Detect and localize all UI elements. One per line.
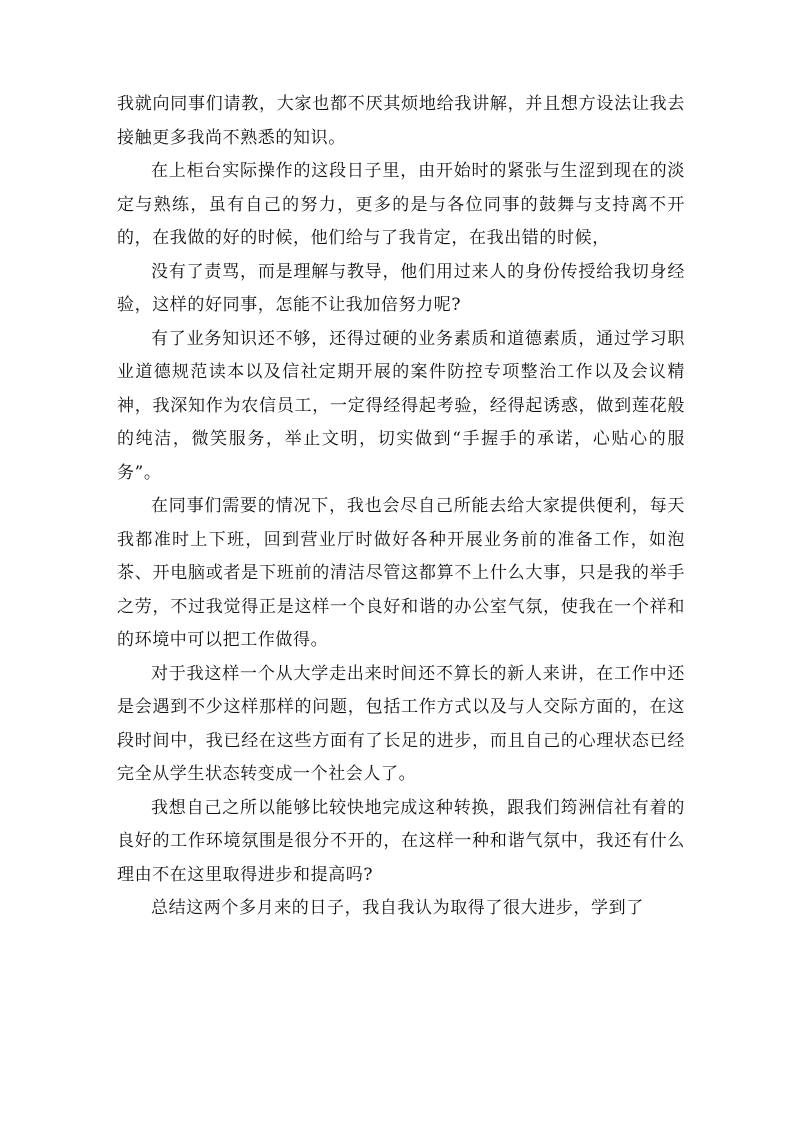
paragraph-2: 在上柜台实际操作的这段日子里，由开始时的紧张与生涩到现在的淡定与熟练，虽有自己的努力，更多的是与各位同事的鼓舞与支持离不开的，在我做的好的时候，他们给与了我肯定，在我出错的时候， <box>117 161 685 248</box>
paragraph-5: 在同事们需要的情况下，我也会尽自己所能去给大家提供便利，每天我都准时上下班，回到营业厅时做好各种开展业务前的准备工作，如泡茶、开电脑或者是下班前的清洁尽管这都算不上什么大事，只是我的举手之劳，不过我觉得正是这样一个良好和谐的办公室气氛，使我在一个祥和的环境中可以把工作做得。 <box>117 496 685 650</box>
paragraph-6: 对于我这样一个从大学走出来时间还不算长的新人来讲，在工作中还是会遇到不少这样那样的问题，包括工作方式以及与人交际方面的，在这段时间中，我已经在这些方面有了长足的进步，而且自己的心理状态已经完全从学生状态转变成一个社会人了。 <box>117 663 685 784</box>
paragraph-8: 总结这两个多月来的日子，我自我认为取得了很大进步，学到了 <box>151 898 644 918</box>
document-body <box>117 88 685 926</box>
paragraph-7: 我想自己之所以能够比较快地完成这种转换，跟我们筠洲信社有着的良好的工作环境氛围是很分不开的，在这样一种和谐气氛中，我还有什么理由不在这里取得进步和提高吗? <box>117 797 685 885</box>
paragraph-4: 有了业务知识还不够，还得过硬的业务素质和道德素质，通过学习职业道德规范读本以及信社定期开展的案件防控专项整治工作以及会议精神，我深知作为农信员工，一定得经得起考验，经得起诱惑，做到莲花般的纯洁，微笑服务，举止文明，切实做到“手握手的承诺，心贴心的服务”。 <box>117 328 685 483</box>
paragraph-1: 我就向同事们请教，大家也都不厌其烦地给我讲解，并且想方设法让我去接触更多我尚不熟悉的知识。 <box>117 94 685 148</box>
paragraph-3: 没有了责骂，而是理解与教导，他们用过来人的身份传授给我切身经验，这样的好同事，怎能不让我加倍努力呢? <box>117 261 685 315</box>
